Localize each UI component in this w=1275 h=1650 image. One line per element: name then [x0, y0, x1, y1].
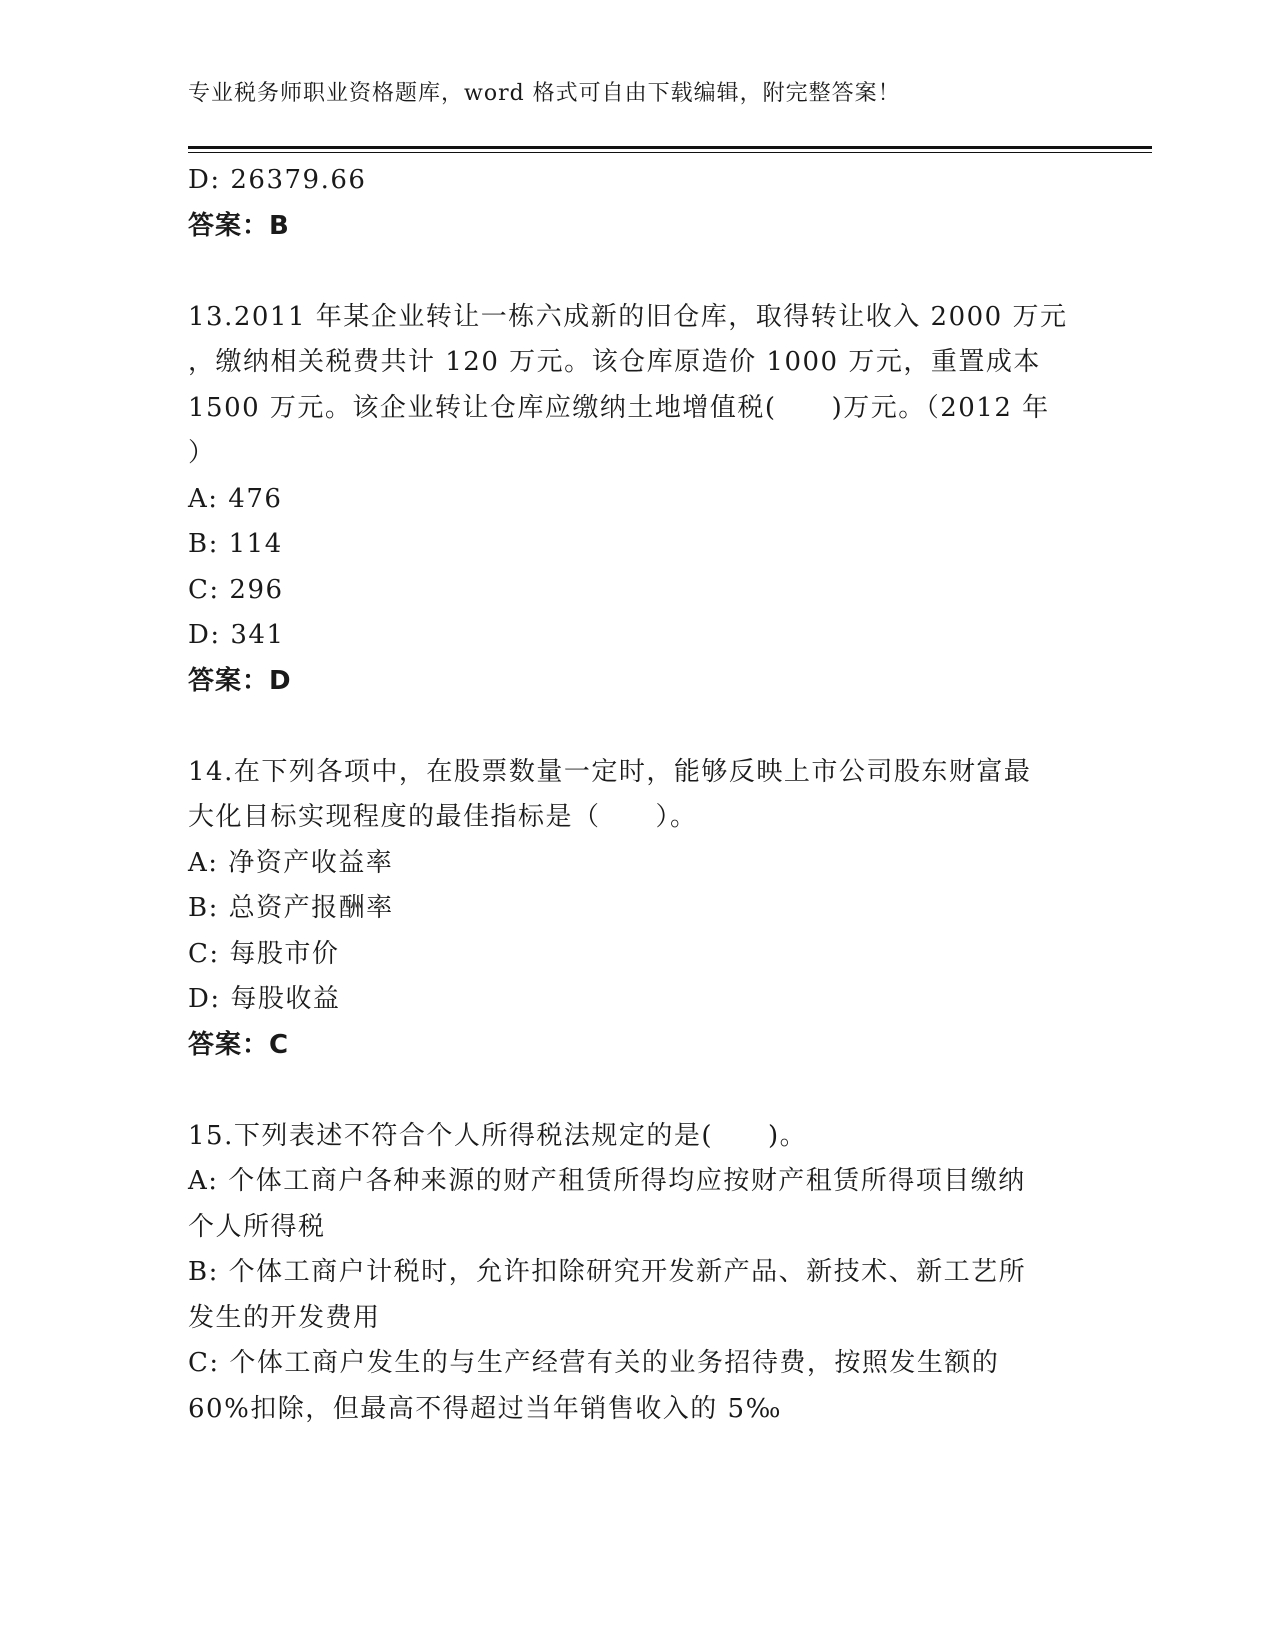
- q14-option-d: D: 每股收益: [188, 984, 341, 1014]
- q15-stem-line-1: 15.下列表述不符合个人所得税法规定的是( )。: [188, 1120, 808, 1151]
- q14-option-c: C: 每股市价: [188, 938, 340, 969]
- q14-answer: 答案：C: [188, 1029, 290, 1060]
- q15-option-c-line-2: 60%扣除，但最高不得超过当年销售收入的 5‰: [188, 1393, 782, 1424]
- q13-stem-line-3: 1500 万元。该企业转让仓库应缴纳土地增值税( )万元。（2012 年: [188, 392, 1050, 423]
- header-rule-thin: [188, 152, 1152, 153]
- q13-stem-line-2: ，缴纳相关税费共计 120 万元。该仓库原造价 1000 万元，重置成本: [188, 347, 1041, 377]
- q15-option-a-line-1: A: 个体工商户各种来源的财产租赁所得均应按财产租赁所得项目缴纳: [188, 1166, 1026, 1196]
- q13-stem-line-1: 13.2011 年某企业转让一栋六成新的旧仓库，取得转让收入 2000 万元: [188, 301, 1068, 332]
- q13-answer: 答案：D: [188, 665, 292, 696]
- q13-option-c: C: 296: [188, 574, 284, 605]
- q14-option-a: A: 净资产收益率: [188, 847, 394, 878]
- q13-option-d: D: 341: [188, 620, 285, 650]
- q13-option-b: B: 114: [188, 529, 283, 559]
- q15-option-c-line-1: C: 个体工商户发生的与生产经营有关的业务招待费，按照发生额的: [188, 1348, 1000, 1378]
- spacer: [188, 704, 1088, 750]
- document-body: [188, 158, 1088, 1432]
- question-15: [188, 1114, 1088, 1433]
- q15-option-a-line-2: 个人所得税: [188, 1211, 326, 1242]
- q12-answer: 答案：B: [188, 210, 290, 241]
- spacer: [188, 249, 1088, 295]
- q14-option-b: B: 总资产报酬率: [188, 893, 394, 923]
- q13-option-a: A: 476: [188, 483, 283, 514]
- q14-stem-line-2: 大化目标实现程度的最佳指标是（ ）。: [188, 802, 698, 832]
- q12-option-d: D: 26379.66: [188, 165, 367, 195]
- header-rule-thick: [188, 146, 1152, 149]
- question-13: [188, 295, 1088, 705]
- question-14: [188, 750, 1088, 1069]
- spacer: [188, 1068, 1088, 1114]
- q15-option-b-line-1: B: 个体工商户计税时，允许扣除研究开发新产品、新技术、新工艺所: [188, 1257, 1027, 1287]
- q15-option-b-line-2: 发生的开发费用: [188, 1302, 381, 1333]
- page-header: 专业税务师职业资格题库，word 格式可自由下载编辑，附完整答案！: [188, 81, 901, 106]
- q13-stem-line-4: ）: [188, 438, 216, 468]
- q14-stem-line-1: 14.在下列各项中，在股票数量一定时，能够反映上市公司股东财富最: [188, 756, 1032, 787]
